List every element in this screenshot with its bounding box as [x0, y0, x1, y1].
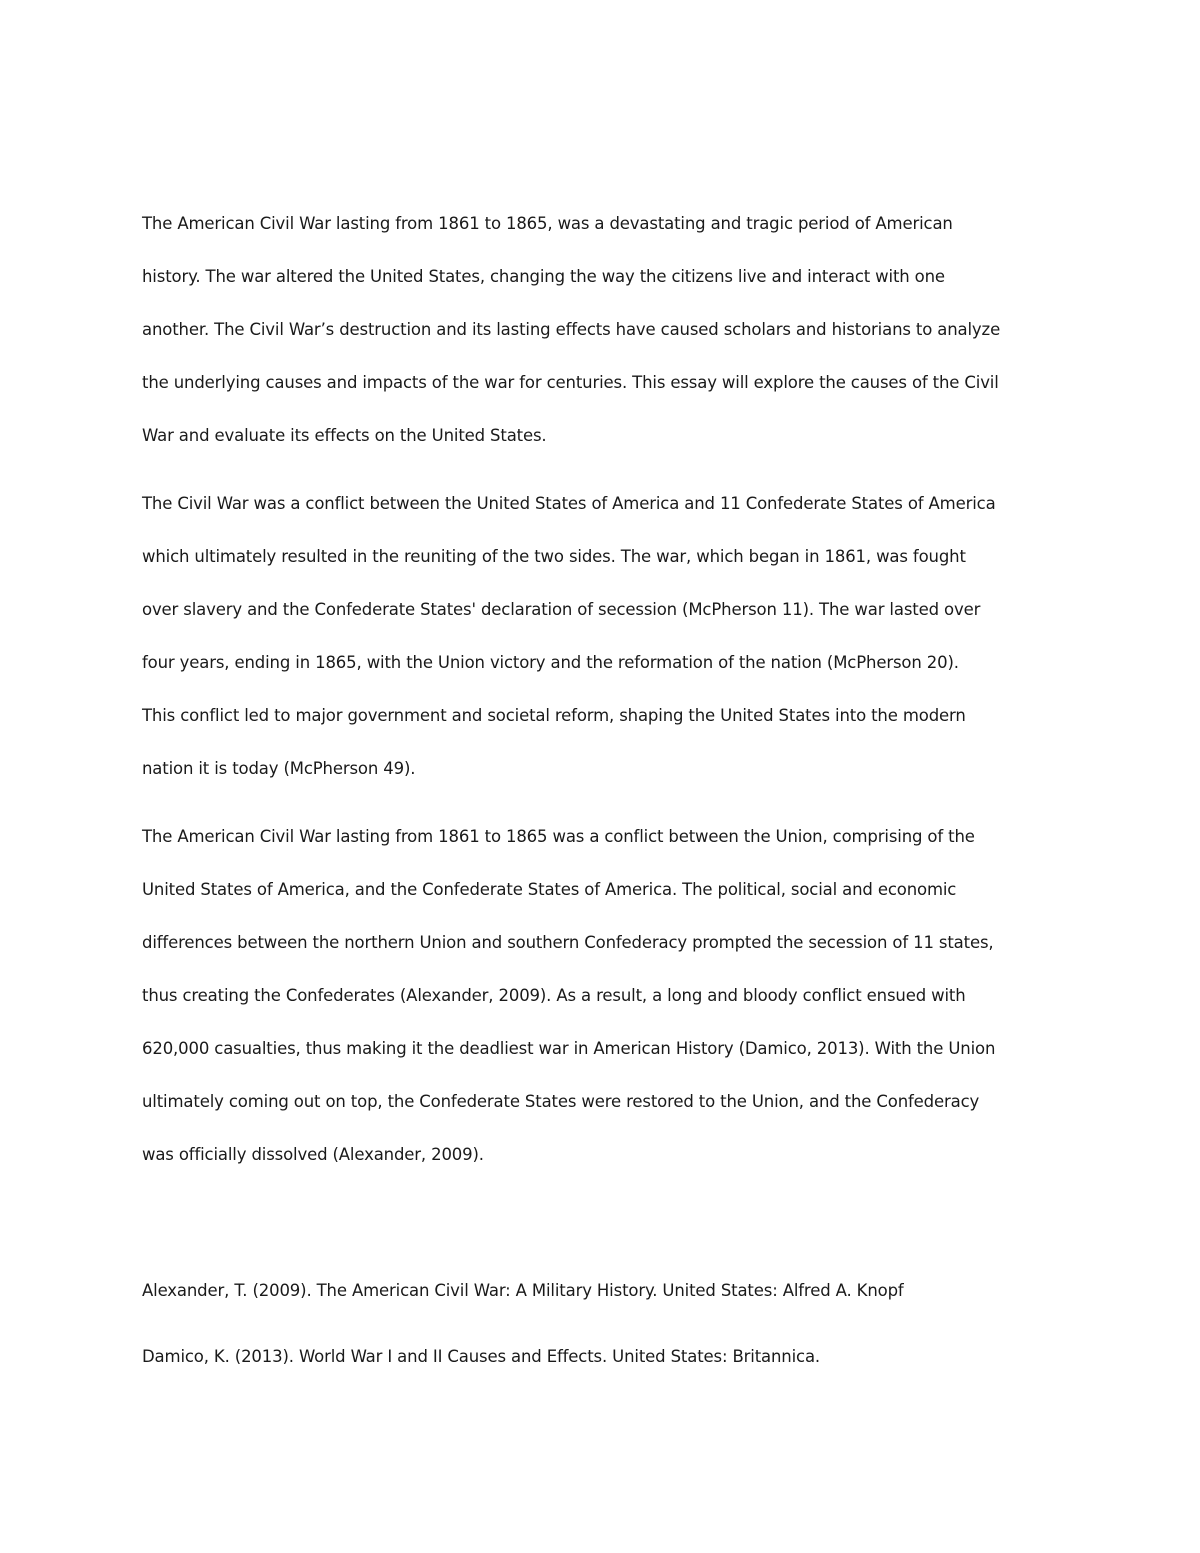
text-line: This conflict led to major government and societal reform, shaping the United States into the modern: [142, 706, 966, 725]
paragraph-body-2: [142, 821, 1058, 1192]
text-line: the underlying causes and impacts of the war for centuries. This essay will explore the causes of the Civil: [142, 373, 999, 392]
text-line: another. The Civil War’s destruction and its lasting effects have caused scholars and historians to analyze: [142, 320, 1001, 339]
reference-entry: Alexander, T. (2009). The American Civil War: A Military History. United States: Alfred A. Knopf: [142, 1281, 904, 1300]
text-line: War and evaluate its effects on the United States.: [142, 426, 547, 445]
text-line: The Civil War was a conflict between the United States of America and 11 Confederate States of America: [142, 494, 996, 513]
text-line: United States of America, and the Confederate States of America. The political, social and economic: [142, 880, 957, 899]
text-line: differences between the northern Union and southern Confederacy prompted the secession of 11 states,: [142, 933, 994, 952]
text-line: thus creating the Confederates (Alexander, 2009). As a result, a long and bloody conflict ensued with: [142, 986, 966, 1005]
text-line: The American Civil War lasting from 1861 to 1865, was a devastating and tragic period of American: [142, 214, 953, 233]
paragraph-introduction: [142, 208, 1058, 473]
essay-body: [142, 208, 1058, 1207]
reference-entry: Damico, K. (2013). World War I and II Causes and Effects. United States: Britannica.: [142, 1347, 821, 1366]
text-line: ultimately coming out on top, the Confederate States were restored to the Union, and the Confederacy: [142, 1092, 980, 1111]
text-line: which ultimately resulted in the reuniting of the two sides. The war, which began in 1861, was fought: [142, 547, 966, 566]
text-line: four years, ending in 1865, with the Union victory and the reformation of the nation (McPherson 20).: [142, 653, 959, 672]
text-line: 620,000 casualties, thus making it the deadliest war in American History (Damico, 2013). With the Union: [142, 1039, 996, 1058]
text-line: over slavery and the Confederate States' declaration of secession (McPherson 11). The war lasted over: [142, 600, 981, 619]
text-line: nation it is today (McPherson 49).: [142, 759, 416, 778]
references-list: [142, 1275, 1058, 1407]
text-line: was officially dissolved (Alexander, 2009).: [142, 1145, 484, 1164]
text-line: history. The war altered the United States, changing the way the citizens live and interact with one: [142, 267, 945, 286]
text-line: The American Civil War lasting from 1861 to 1865 was a conflict between the Union, comprising of the: [142, 827, 975, 846]
paragraph-body-1: [142, 488, 1058, 806]
